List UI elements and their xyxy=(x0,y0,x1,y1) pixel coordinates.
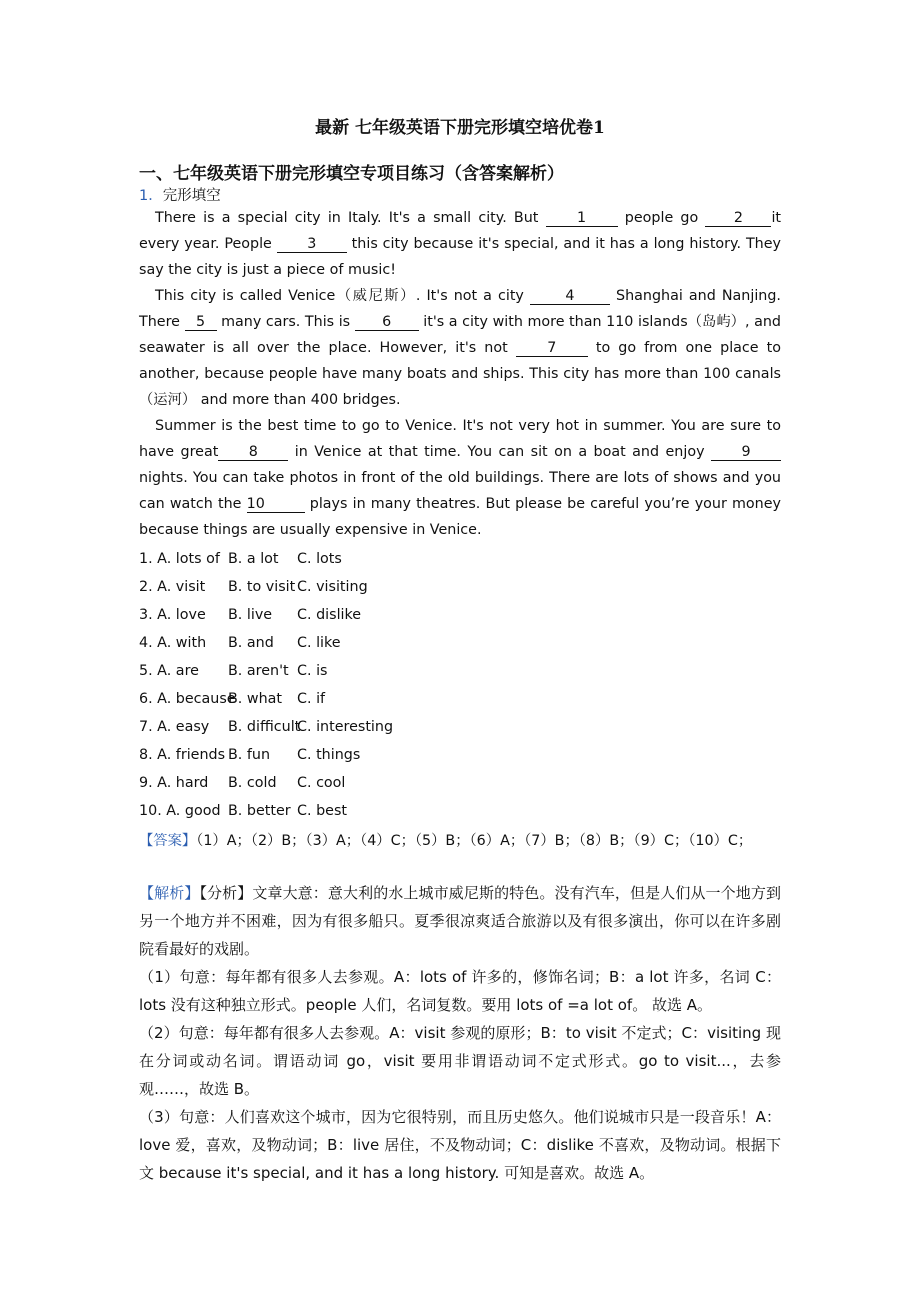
option-a: 2. A. visit xyxy=(139,579,206,595)
blank-3: 3 xyxy=(277,236,347,253)
option-c: C. best xyxy=(297,803,347,819)
passage-paragraph-2 xyxy=(139,283,781,413)
passage-text: it every year. People xyxy=(139,210,782,252)
passage-text: nights. You can take photos in front of the old buildings. There are lots of shows and you can watch the xyxy=(139,470,781,512)
blank-9: 9 xyxy=(711,444,781,461)
passage-text: many cars. This is xyxy=(216,314,355,330)
analysis-block xyxy=(139,879,781,1187)
option-b: B. aren't xyxy=(228,663,289,679)
analysis-intro-text: 【分析】文章大意：意大利的水上城市威尼斯的特色。没有汽车，但是人们从一个地方到另一个地方并不困难，因为有很多船只。夏季很凉爽适合旅游以及有很多演出，你可以在许多剧院看最好的戏剧。 xyxy=(139,884,781,958)
passage-text: it's a city with more than 110 islands（岛屿）, and seawater is all over the place. However, it's not xyxy=(139,314,782,356)
question-type: 完形填空 xyxy=(162,188,221,204)
answer-text: （1）A；（2）B；（3）A；（4）C；（5）B；（6）A；（7）B；（8）B；（9）C；（10）C； xyxy=(196,833,753,849)
answer-label: 【答案】 xyxy=(139,833,197,849)
analysis-q1: （1）句意：每年都有很多人去参观。A：lots of 许多的，修饰名词；B：a lot 许多，名词 C：lots 没有这种独立形式。people 人们，名词复数。要用 lots of =a lot of。 故选 A。 xyxy=(139,968,781,1014)
blank-8: 8 xyxy=(218,444,288,461)
option-a: 6. A. because xyxy=(139,691,236,707)
blank-10: 10 xyxy=(247,496,305,513)
option-c: C. cool xyxy=(297,775,346,791)
passage-text: Summer is the best time to go to Venice. It's not very hot in summer. You are sure to have great xyxy=(139,418,781,460)
option-a: 5. A. are xyxy=(139,663,199,679)
analysis-q3: （3）句意：人们喜欢这个城市，因为它很特别，而且历史悠久。他们说城市只是一段音乐！A：love 爱，喜欢，及物动词；B：live 居住，不及物动词；C：dislike 不喜欢，及物动词。根据下文 because it's special, and it has a long history. 可知是喜欢。故选 A。 xyxy=(139,1108,781,1182)
option-b: B. fun xyxy=(228,747,271,763)
passage-text: in Venice at that time. You can sit on a boat and enjoy xyxy=(288,444,711,460)
blank-2: 2 xyxy=(705,210,771,227)
option-a: 3. A. love xyxy=(139,607,206,623)
option-b: B. what xyxy=(228,691,283,707)
option-a: 4. A. with xyxy=(139,635,207,651)
option-c: C. visiting xyxy=(297,579,368,595)
option-a: 8. A. friends xyxy=(139,747,226,763)
cloze-passage xyxy=(139,205,781,543)
option-a: 7. A. easy xyxy=(139,719,210,735)
option-b: B. a lot xyxy=(228,551,279,567)
option-a: 9. A. hard xyxy=(139,775,209,791)
passage-text: plays in many theatres. But please be careful you’re your money because things are usually expensive in Venice. xyxy=(139,496,781,538)
analysis-label: 【解析】 xyxy=(139,884,200,902)
document-title: 最新 七年级英语下册完形填空培优卷1 xyxy=(315,118,605,138)
option-b: B. better xyxy=(228,803,291,819)
blank-7: 7 xyxy=(516,340,588,357)
option-c: C. things xyxy=(297,747,361,763)
option-a: 1. A. lots of xyxy=(139,551,220,567)
option-b: B. live xyxy=(228,607,273,623)
answer-block xyxy=(139,827,781,855)
passage-paragraph-1 xyxy=(139,205,781,283)
option-a: 10. A. good xyxy=(139,803,221,819)
blank-4: 4 xyxy=(530,288,610,305)
analysis-intro xyxy=(139,879,781,963)
passage-text: to go from one place to another, because people have many boats and ships. This city has more than 100 canals（运河） and more than 400 bridges. xyxy=(139,340,781,408)
blank-1: 1 xyxy=(546,210,618,227)
option-c: C. dislike xyxy=(297,607,362,623)
option-b: B. and xyxy=(228,635,274,651)
option-b: B. difficult xyxy=(228,719,301,735)
blank-6: 6 xyxy=(355,314,419,331)
passage-text: people go xyxy=(617,210,706,226)
passage-text: this city because it's special, and it has a long history. They say the city is just a piece of music! xyxy=(139,236,781,278)
passage-paragraph-3 xyxy=(139,413,781,543)
passage-text: There is a special city in Italy. It's a small city. But xyxy=(155,210,546,226)
option-c: C. lots xyxy=(297,551,342,567)
option-b: B. cold xyxy=(228,775,277,791)
option-c: C. like xyxy=(297,635,341,651)
question-header xyxy=(139,184,221,205)
section-heading: 一、七年级英语下册完形填空专项目练习（含答案解析） xyxy=(139,164,564,184)
passage-text: This city is called Venice（威尼斯）. It's not a city xyxy=(155,288,530,304)
blank-5: 5 xyxy=(185,314,217,331)
analysis-q2: （2）句意：每年都有很多人去参观。A：visit 参观的原形；B：to visit 不定式；C：visiting 现在分词或动名词。谓语动词 go，visit 要用非谓语动词不定式形式。go to visit...，去参观……，故选 B。 xyxy=(139,1024,781,1098)
option-b: B. to visit xyxy=(228,579,296,595)
question-number: 1． xyxy=(139,188,163,204)
option-c: C. interesting xyxy=(297,719,394,735)
option-c: C. is xyxy=(297,663,328,679)
passage-text: Shanghai and Nanjing. There xyxy=(139,288,781,330)
option-c: C. if xyxy=(297,691,326,707)
